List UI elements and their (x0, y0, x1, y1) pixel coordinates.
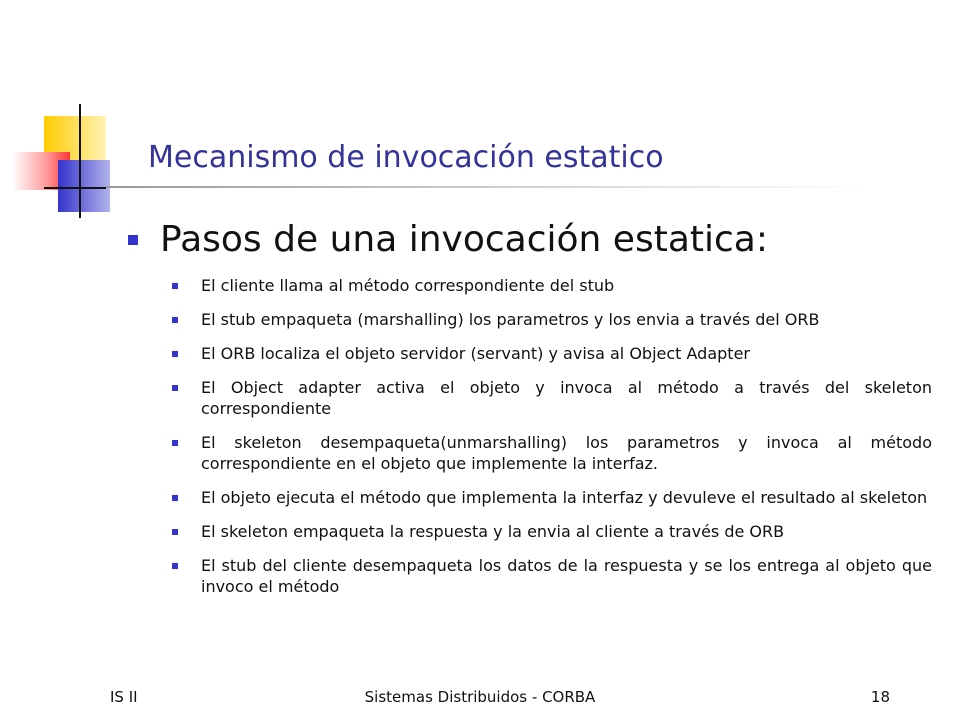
list-item (172, 432, 932, 474)
bullet-icon (172, 317, 178, 323)
step-text: El skeleton empaqueta la respuesta y la envia al cliente a través de ORB (201, 522, 785, 541)
footer-title: Sistemas Distribuidos - CORBA (364, 688, 596, 706)
list-item (172, 487, 932, 508)
step-text: El stub empaqueta (marshalling) los parametros y los envia a través del ORB (201, 310, 820, 329)
bullet-icon (172, 495, 178, 501)
main-bullet-icon (128, 235, 138, 245)
title-underline (106, 186, 866, 188)
steps-list (172, 275, 932, 610)
list-item (172, 555, 932, 597)
bullet-icon (172, 351, 178, 357)
slide-title: Mecanismo de invocación estatico (148, 140, 664, 175)
list-item (172, 275, 932, 296)
decor-blue-square (58, 160, 110, 212)
step-text: El cliente llama al método correspondiente del stub (201, 276, 615, 295)
step-text: El stub del cliente desempaqueta los datos de la respuesta y se los entrega al objeto que invoco el método (201, 556, 932, 596)
list-item (172, 309, 932, 330)
footer-course: IS II (110, 688, 138, 706)
bullet-icon (172, 529, 178, 535)
page-number: 18 (870, 688, 890, 706)
bullet-icon (172, 440, 178, 446)
main-bullet-text: Pasos de una invocación estatica: (160, 219, 768, 260)
step-text: El Object adapter activa el objeto y invoca al método a través del skeleton correspondiente (201, 378, 932, 418)
step-text: El ORB localiza el objeto servidor (servant) y avisa al Object Adapter (201, 344, 750, 363)
list-item (172, 377, 932, 419)
step-text: El objeto ejecuta el método que implementa la interfaz y devuleve el resultado al skeleton (201, 488, 928, 507)
bullet-icon (172, 283, 178, 289)
list-item (172, 343, 932, 364)
bullet-icon (172, 385, 178, 391)
step-text: El skeleton desempaqueta(unmarshalling) los parametros y invoca al método correspondiente en el objeto que implemente la interfaz. (201, 433, 932, 473)
bullet-icon (172, 563, 178, 569)
list-item (172, 521, 932, 542)
